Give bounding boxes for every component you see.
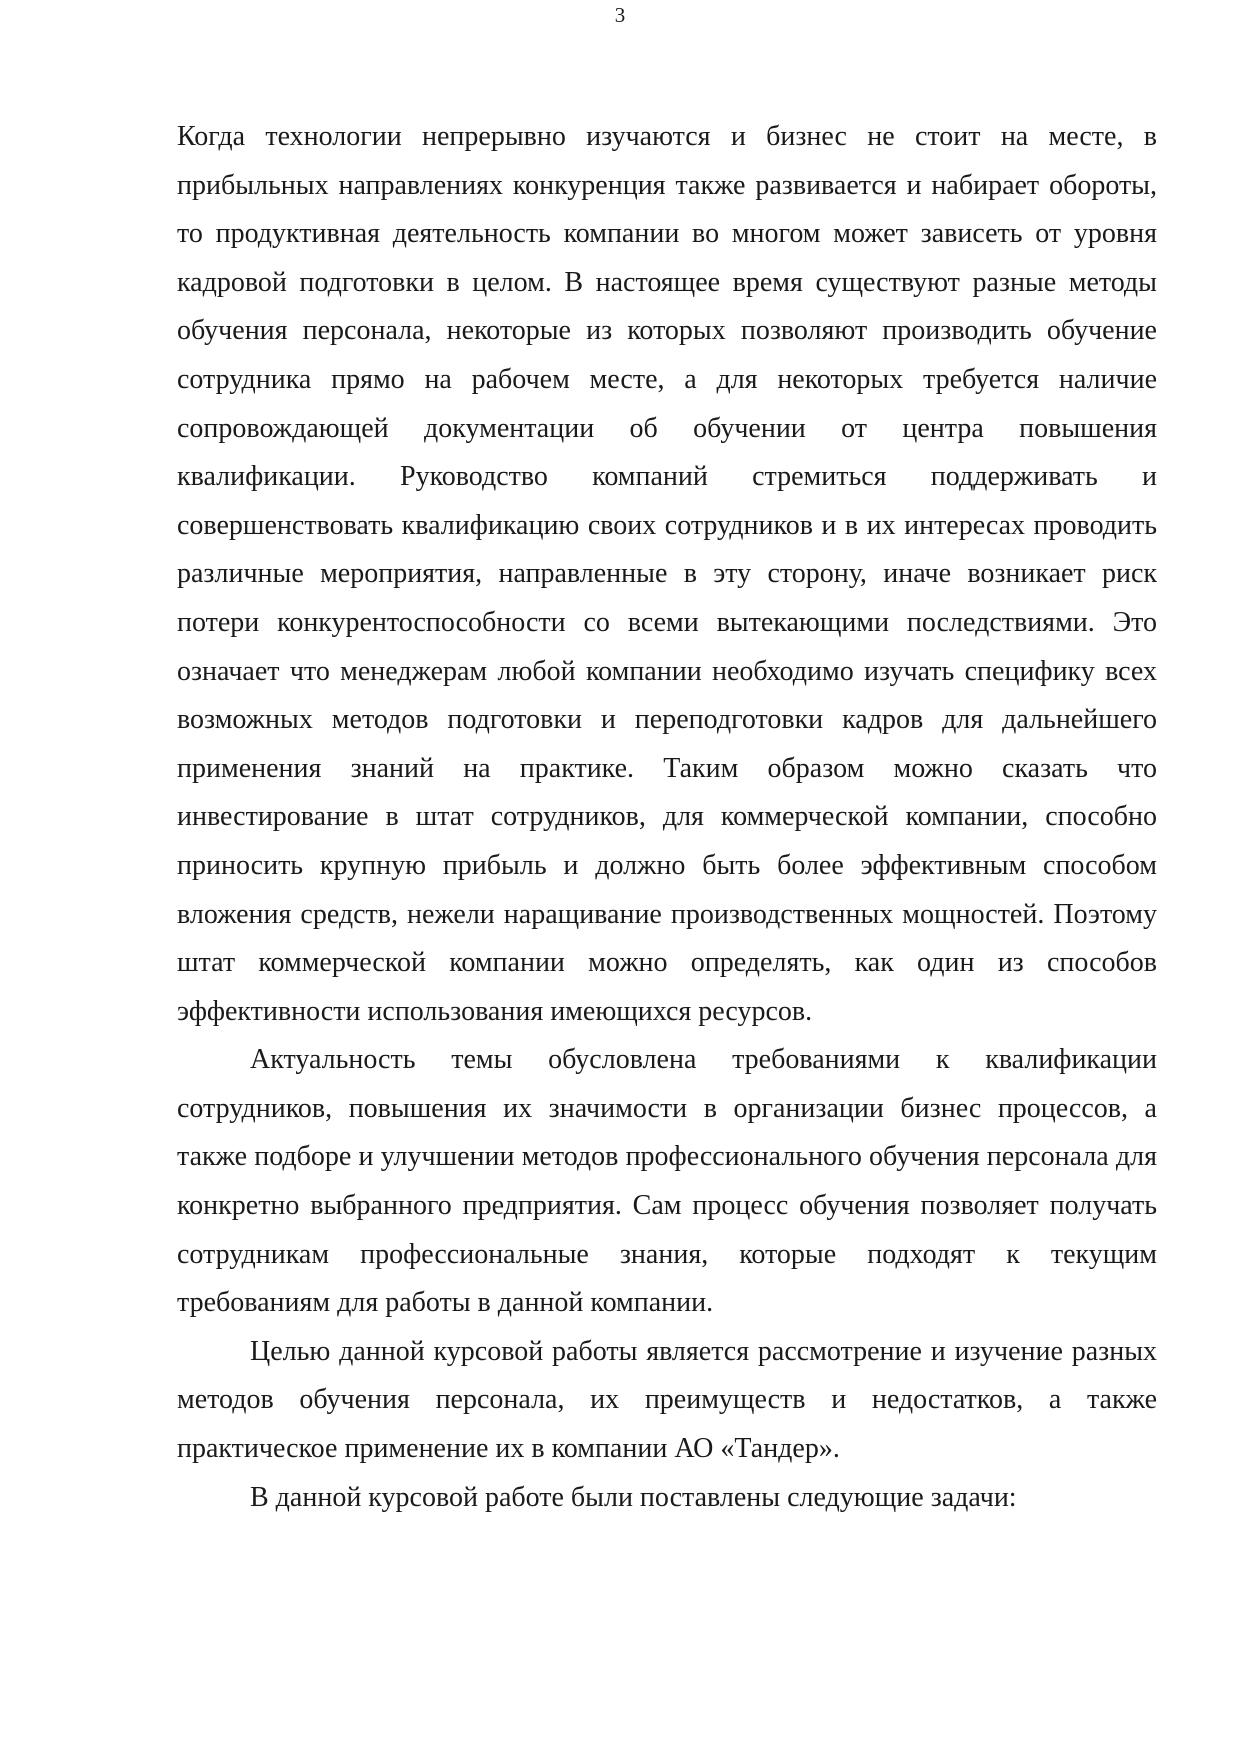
paragraph-tasks-lead: В данной курсовой работе были поставлены следующие задачи:	[250, 1481, 1017, 1513]
paragraph-relevance: Актуальность темы обусловлена требованиями к квалификации сотрудников, повышения их значимости в организации бизнес процессов, а также подборе и улучшении методов профессионального обучения персонала для конкретно выбранного предприятия. Сам процесс обучения позволяет получать сотрудникам профессиональные знания, которые подходят к текущим требованиям для работы в данной компании.	[177, 1044, 1157, 1319]
body-text	[177, 113, 1157, 1522]
paragraph-goal: Целью данной курсовой работы является рассмотрение и изучение разных методов обучения персонала, их преимуществ и недостатков, а также практическое применение их в компании АО «Тандер».	[177, 1335, 1157, 1465]
paragraph-introduction: Когда технологии непрерывно изучаются и бизнес не стоит на месте, в прибыльных направлениях конкуренция также развивается и набирает обороты, то продуктивная деятельность компании во многом может зависеть от уровня кадровой подготовки в целом. В настоящее время существуют разные методы обучения персонала, некоторые из которых позволяют производить обучение сотрудника прямо на рабочем месте, а для некоторых требуется наличие сопровождающей документации об обучении от центра повышения квалификации. Руководство компаний стремиться поддерживать и совершенствовать квалификацию своих сотрудников и в их интересах проводить различные мероприятия, направленные в эту сторону, иначе возникает риск потери конкурентоспособности со всеми вытекающими последствиями. Это означает что менеджерам любой компании необходимо изучать специфику всех возможных методов подготовки и переподготовки кадров для дальнейшего применения знаний на практике. Таким образом можно сказать что инвестирование в штат сотрудников, для коммерческой компании, способно приносить крупную прибыль и должно быть более эффективным способом вложения средств, нежели наращивание производственных мощностей. Поэтому штат коммерческой компании можно определять, как один из способов эффективности использования имеющихся ресурсов.	[177, 121, 1157, 1027]
page-number: 3	[614, 3, 626, 27]
